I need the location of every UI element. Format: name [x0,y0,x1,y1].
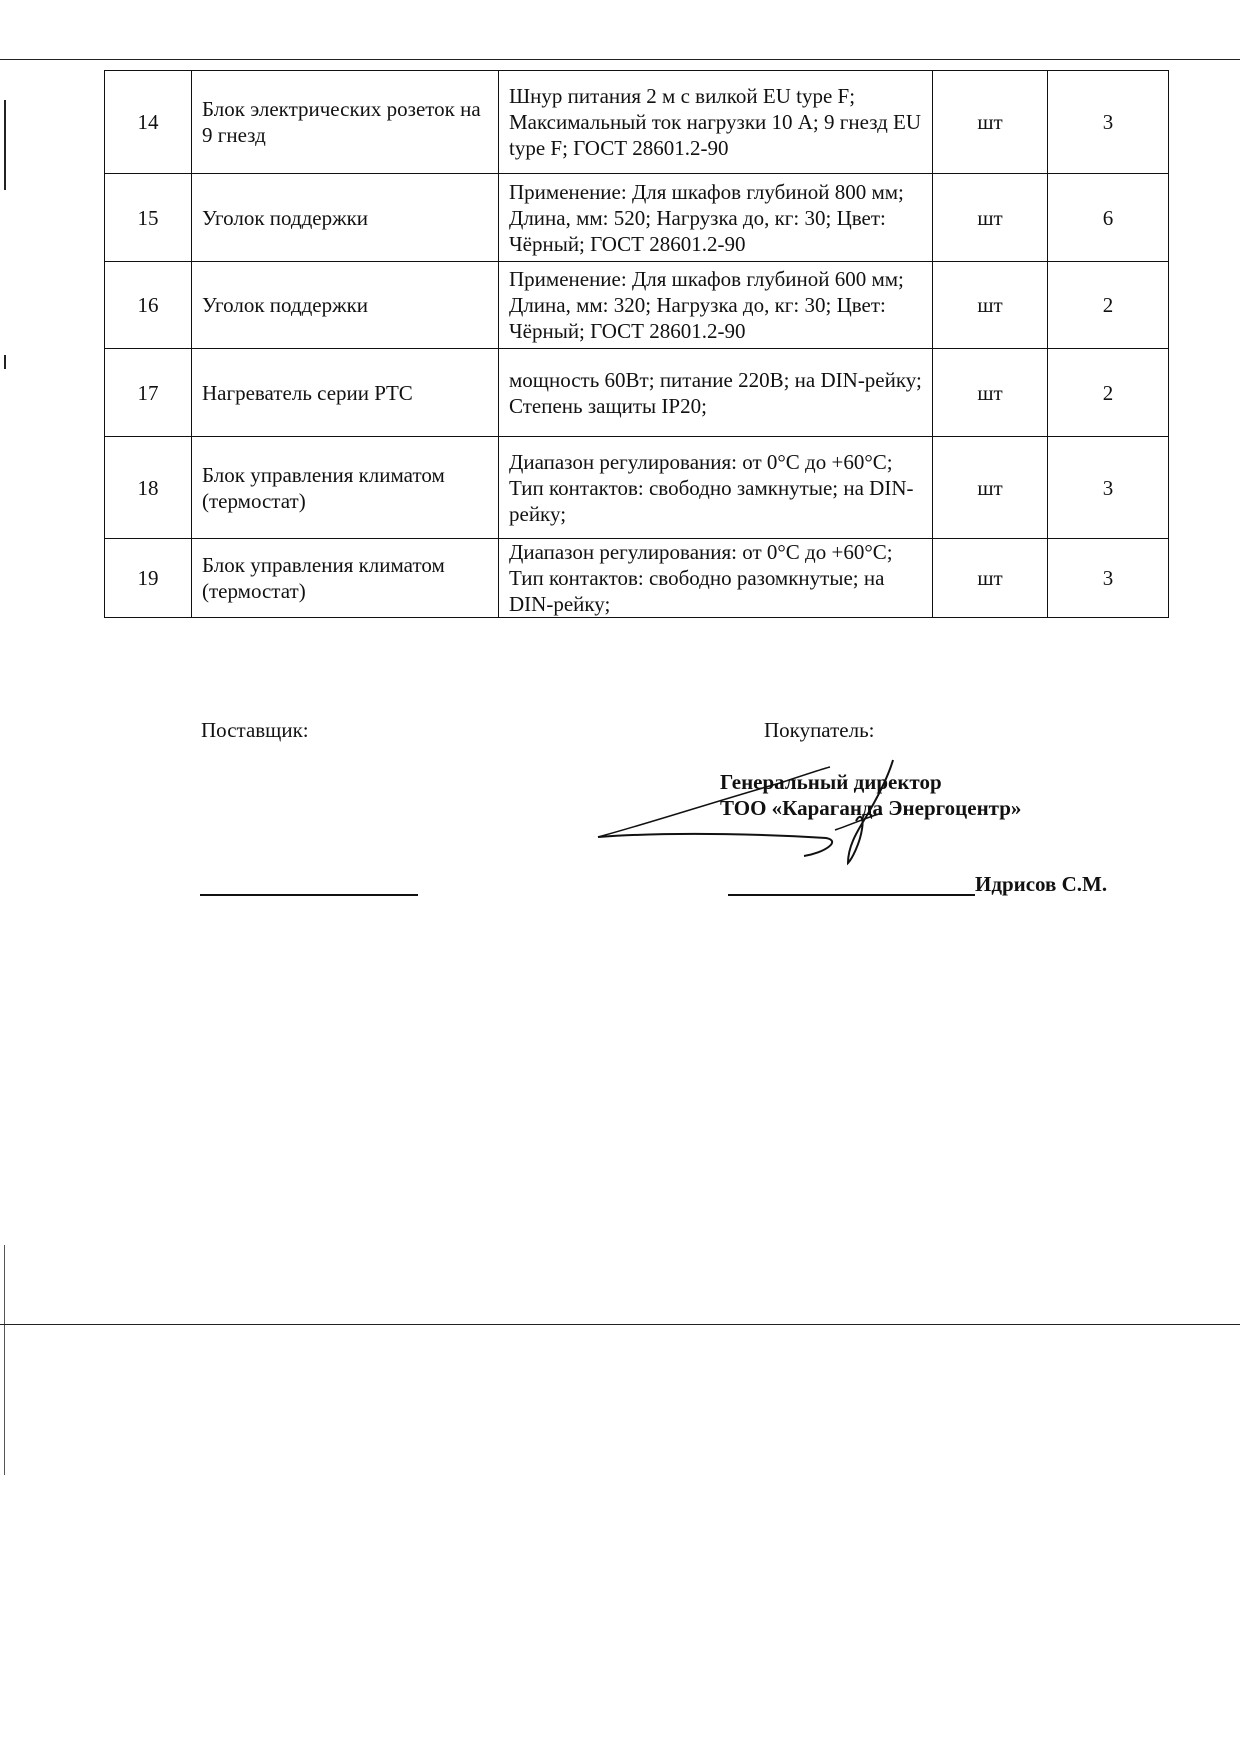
buyer-title: Генеральный директор [720,770,942,794]
item-description: Шнур питания 2 м с вилкой EU type F; Максимальный ток нагрузки 10 А; 9 гнезд EU type F; ГОСТ 28601.2-90 [499,71,933,174]
table-row [105,349,1169,437]
buyer-signature [590,755,910,875]
item-quantity: 3 [1048,71,1169,174]
row-number: 16 [105,262,192,349]
item-unit: шт [933,71,1048,174]
item-name: Блок электрических розеток на 9 гнезд [192,71,499,174]
item-unit: шт [933,262,1048,349]
buyer-organization: ТОО «Караганда Энергоцентр» [720,796,1022,820]
table-row [105,174,1169,262]
item-quantity: 3 [1048,539,1169,618]
item-name: Уголок поддержки [192,174,499,262]
item-name: Уголок поддержки [192,262,499,349]
item-description: Диапазон регулирования: от 0°С до +60°С; Тип контактов: свободно замкнутые; на DIN-рейку; [499,437,933,539]
scan-margin-mark [4,1245,5,1475]
scan-margin-mark [4,100,6,190]
item-name: Нагреватель серии PTC [192,349,499,437]
buyer-signature-line [728,894,975,896]
row-number: 15 [105,174,192,262]
row-number: 18 [105,437,192,539]
item-description: Применение: Для шкафов глубиной 800 мм; Длина, мм: 520; Нагрузка до, кг: 30; Цвет: Чёрный; ГОСТ 28601.2-90 [499,174,933,262]
scan-margin-mark [4,355,6,369]
supplier-signature-line [200,894,418,896]
item-name: Блок управления климатом (термостат) [192,539,499,618]
row-number: 19 [105,539,192,618]
specification-table [104,70,1169,618]
item-description: Применение: Для шкафов глубиной 600 мм; Длина, мм: 320; Нагрузка до, кг: 30; Цвет: Чёрный; ГОСТ 28601.2-90 [499,262,933,349]
scan-edge-top [0,59,1240,60]
supplier-label: Поставщик: [201,718,309,742]
row-number: 17 [105,349,192,437]
item-quantity: 2 [1048,349,1169,437]
row-number: 14 [105,71,192,174]
table-row [105,262,1169,349]
item-quantity: 3 [1048,437,1169,539]
item-unit: шт [933,437,1048,539]
item-unit: шт [933,174,1048,262]
scan-edge-bottom [0,1324,1240,1325]
table-row [105,539,1169,618]
table-row [105,71,1169,174]
item-unit: шт [933,349,1048,437]
item-description: Диапазон регулирования: от 0°С до +60°С; Тип контактов: свободно разомкнутые; на DIN-рейку; [499,539,933,618]
item-name: Блок управления климатом (термостат) [192,437,499,539]
item-description: мощность 60Вт; питание 220В; на DIN-рейку; Степень защиты IP20; [499,349,933,437]
buyer-label: Покупатель: [764,718,875,742]
buyer-name: Идрисов С.М. [975,872,1108,896]
item-quantity: 6 [1048,174,1169,262]
item-unit: шт [933,539,1048,618]
item-quantity: 2 [1048,262,1169,349]
table-row [105,437,1169,539]
